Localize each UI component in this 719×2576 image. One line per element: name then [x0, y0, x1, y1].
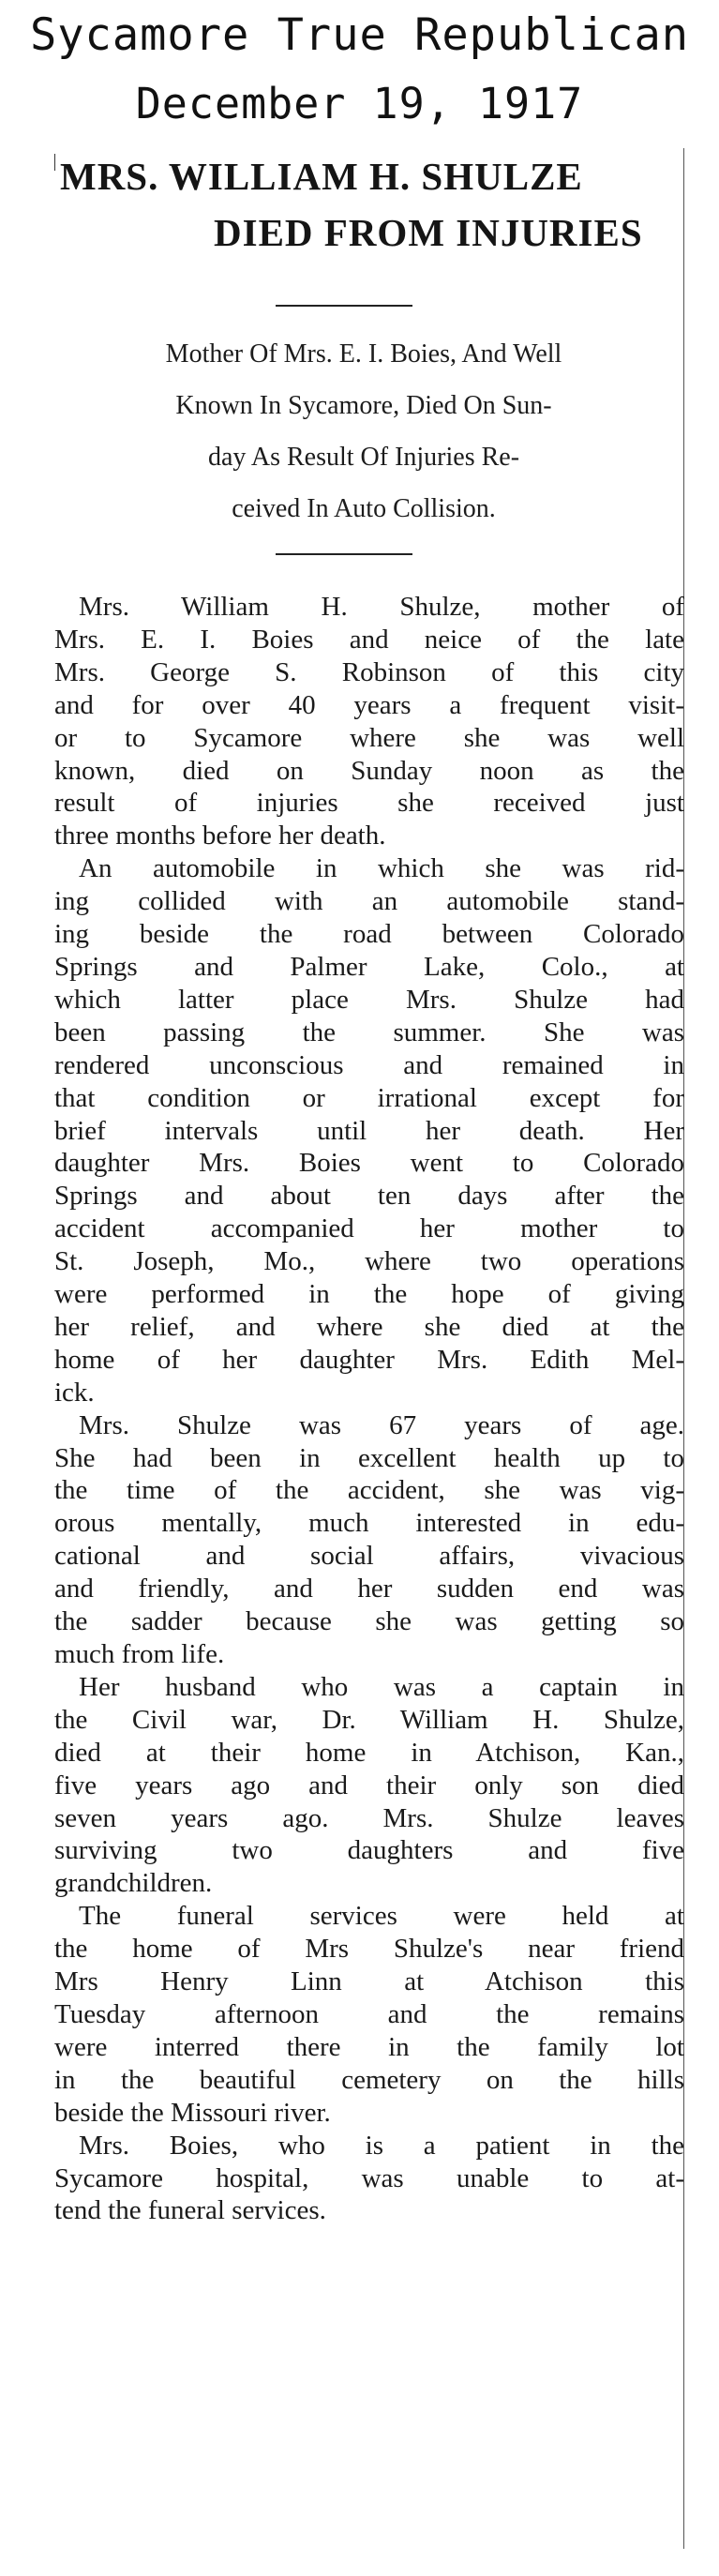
subheadline-deck: [82, 328, 645, 535]
body-line: Mrs. George S. Robinson of this city: [54, 656, 684, 687]
body-line: The funeral services were held at: [79, 1901, 684, 1932]
body-line: the home of Mrs Shulze's near friend: [54, 1934, 684, 1965]
body-line: ing beside the road between Colorado: [54, 919, 684, 950]
body-line: Mrs Henry Linn at Atchison this: [54, 1966, 684, 1997]
body-line: were performed in the hope of giving: [54, 1279, 684, 1310]
body-line: cational and social affairs, vivacious: [54, 1541, 684, 1572]
body-line: orous mentally, much interested in edu-: [54, 1508, 684, 1539]
body-line: home of her daughter Mrs. Edith Mel-: [54, 1344, 684, 1375]
body-line: or to Sycamore where she was well: [54, 722, 684, 753]
body-line: her relief, and where she died at the: [54, 1311, 684, 1342]
body-line: Mrs. Boies, who is a patient in the: [79, 2130, 684, 2161]
body-line: Mrs. Shulze was 67 years of age.: [79, 1409, 684, 1440]
deck-line: Known In Sycamore, Died On Sun-: [175, 391, 552, 420]
body-line: Mrs. E. I. Boies and neice of the late: [54, 624, 684, 655]
headline-line-1: MRS. WILLIAM H. SHULZE: [60, 155, 583, 198]
deck-divider: [276, 553, 412, 555]
body-line: that condition or irrational except for: [54, 1082, 684, 1113]
body-line: were interred there in the family lot: [54, 2031, 684, 2062]
body-line: been passing the summer. She was: [54, 1017, 684, 1047]
body-line: brief intervals until her death. Her: [54, 1115, 684, 1146]
body-line: accident accompanied her mother to: [54, 1213, 684, 1244]
body-line: in the beautiful cemetery on the hills: [54, 2064, 684, 2095]
deck-line: Mother Of Mrs. E. I. Boies, And Well: [165, 339, 562, 369]
body-line: result of injuries she received just: [54, 788, 684, 819]
deck-line: ceived In Auto Collision.: [232, 494, 496, 523]
article-column: [54, 141, 684, 2576]
body-line: An automobile in which she was rid-: [79, 853, 684, 884]
body-line: surviving two daughters and five: [54, 1835, 684, 1866]
body-line: known, died on Sunday noon as the: [54, 755, 684, 786]
publication-date: December 19, 1917: [135, 79, 584, 128]
body-line: rendered unconscious and remained in: [54, 1049, 684, 1080]
body-line: Mrs. William H. Shulze, mother of: [79, 592, 684, 622]
body-line: Her husband who was a captain in: [79, 1671, 684, 1702]
body-line: the sadder because she was getting so: [54, 1606, 684, 1637]
body-line: seven years ago. Mrs. Shulze leaves: [54, 1802, 684, 1833]
body-line: grandchildren.: [54, 1868, 213, 1899]
headline-line-2: DIED FROM INJURIES: [214, 211, 643, 254]
article-body: [54, 591, 684, 2227]
body-line: and friendly, and her sudden end was: [54, 1574, 684, 1604]
body-line: tend the funeral services.: [54, 2195, 326, 2226]
body-line: daughter Mrs. Boies went to Colorado: [54, 1148, 684, 1179]
headline-divider: [276, 305, 412, 307]
deck-line: day As Result Of Injuries Re-: [207, 443, 520, 472]
newspaper-name: Sycamore True Republican: [29, 9, 690, 61]
body-line: died at their home in Atchison, Kan.,: [54, 1737, 684, 1768]
body-line: Tuesday afternoon and the remains: [54, 1998, 684, 2029]
body-line: ing collided with an automobile stand-: [54, 886, 684, 917]
body-line: the time of the accident, she was vig-: [54, 1475, 684, 1506]
body-line: much from life.: [54, 1639, 225, 1669]
body-line: Springs and Palmer Lake, Colo., at: [54, 951, 684, 982]
body-line: St. Joseph, Mo., where two operations: [54, 1246, 684, 1277]
body-line: five years ago and their only son died: [54, 1770, 684, 1800]
body-line: She had been in excellent health up to: [54, 1442, 684, 1473]
body-line: Sycamore hospital, was unable to at-: [54, 2162, 684, 2193]
body-line: the Civil war, Dr. William H. Shulze,: [54, 1704, 684, 1735]
body-line: three months before her death.: [54, 821, 386, 851]
body-line: ick.: [54, 1377, 95, 1408]
body-line: which latter place Mrs. Shulze had: [54, 984, 684, 1015]
body-line: and for over 40 years a frequent visit-: [54, 689, 684, 720]
body-line: beside the Missouri river.: [54, 2097, 331, 2128]
body-line: Springs and about ten days after the: [54, 1181, 684, 1212]
